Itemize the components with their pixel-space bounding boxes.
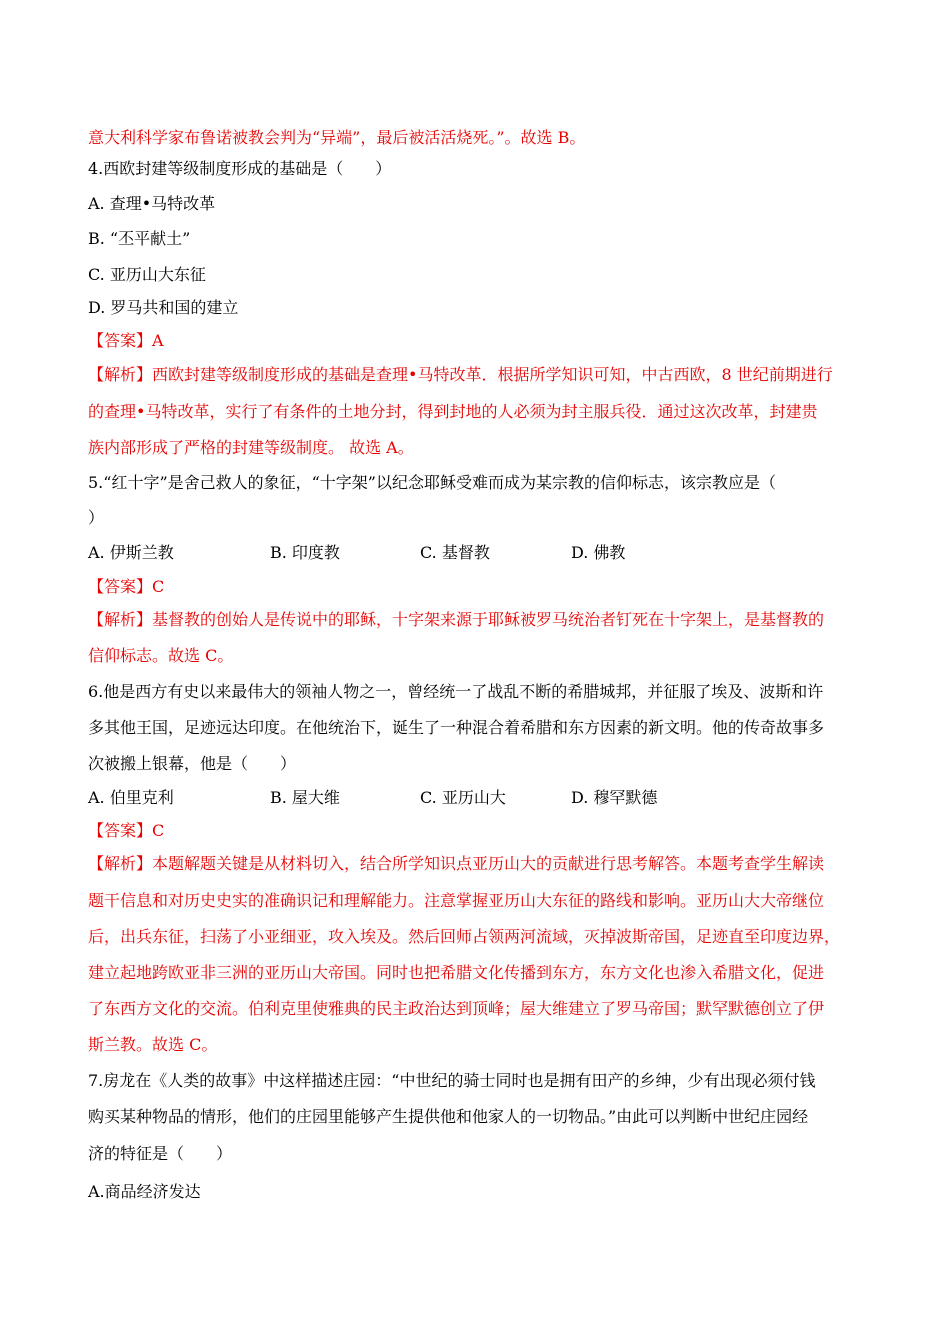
q6-stem-line: 6.他是西方有史以来最伟大的领袖人物之一，曾经统一了战乱不断的希腊城邦，并征服了埃及、波斯和许: [88, 682, 824, 701]
q6-analysis-line: 【解析】本题解题关键是从材料切入，结合所学知识点亚历山大的贡献进行思考解答。本题考查学生解读: [88, 854, 825, 873]
q5-option-b: B. 印度教: [270, 543, 340, 562]
q6-analysis-line: 建立起地跨欧亚非三洲的亚历山大帝国。同时也把希腊文化传播到东方，东方文化也渗入希腊文化，促进: [88, 963, 825, 982]
q6-analysis-line: 了东西方文化的交流。伯利克里使雅典的民主政治达到顶峰；屋大维建立了罗马帝国；默罕默德创立了伊: [88, 999, 825, 1018]
q5-option-d: D. 佛教: [571, 543, 626, 562]
q4-option-c: C. 亚历山大东征: [88, 265, 206, 284]
q4-option-a: A. 查理•马特改革: [88, 194, 216, 213]
q5-answer: 【答案】C: [88, 577, 165, 596]
q4-option-d: D. 罗马共和国的建立: [88, 298, 239, 317]
q7-stem-line: 购买某种物品的情形，他们的庄园里能够产生提供他和他家人的一切物品。”由此可以判断中世纪庄园经: [88, 1107, 809, 1126]
q5-analysis-line: 【解析】基督教的创始人是传说中的耶稣，十字架来源于耶稣被罗马统治者钉死在十字架上，是基督教的: [88, 610, 825, 629]
q4-analysis-line: 【解析】西欧封建等级制度形成的基础是查理•马特改革．根据所学知识可知，中古西欧，8 世纪前期进行: [88, 365, 833, 384]
q6-stem-line: 次被搬上银幕，他是（ ）: [88, 754, 297, 773]
q6-answer: 【答案】C: [88, 821, 165, 840]
q7-option-a: A.商品经济发达: [88, 1182, 201, 1201]
q6-option-d: D. 穆罕默德: [571, 788, 658, 807]
q5-stem-line: ）: [88, 508, 105, 527]
q5-option-a: A. 伊斯兰教: [88, 543, 174, 562]
q6-option-a: A. 伯里克利: [88, 788, 174, 807]
q5-stem-line: 5.“红十字”是舍己救人的象征，“十字架”以纪念耶稣受难而成为某宗教的信仰标志，该宗教应是（: [88, 473, 776, 492]
q7-stem-line: 济的特征是（ ）: [88, 1144, 233, 1163]
q3-analysis-tail: 意大利科学家布鲁诺被教会判为“异端”，最后被活活烧死。”。故选 B。: [88, 128, 586, 147]
q6-analysis-line: 斯兰教。故选 C。: [88, 1035, 218, 1054]
q4-answer: 【答案】A: [88, 331, 164, 350]
q6-analysis-line: 题干信息和对历史史实的准确识记和理解能力。注意掌握亚历山大东征的路线和影响。亚历山大大帝继位: [88, 891, 825, 910]
q5-option-c: C. 基督教: [420, 543, 490, 562]
q4-analysis-line: 族内部形成了严格的封建等级制度。 故选 A。: [88, 438, 414, 457]
q6-analysis-line: 后，出兵东征，扫荡了小亚细亚，攻入埃及。然后回师占领两河流域，灭掉波斯帝国，足迹直至印度边界，: [88, 927, 841, 946]
q4-stem: 4.西欧封建等级制度形成的基础是（ ）: [88, 159, 392, 178]
q6-option-b: B. 屋大维: [270, 788, 340, 807]
q5-analysis-line: 信仰标志。故选 C。: [88, 646, 234, 665]
q4-option-b: B. “丕平献土”: [88, 229, 191, 248]
q7-stem-line: 7.房龙在《人类的故事》中这样描述庄园：“中世纪的骑士同时也是拥有田产的乡绅，少有出现必须付钱: [88, 1071, 816, 1090]
q6-stem-line: 多其他王国，足迹远达印度。在他统治下，诞生了一种混合着希腊和东方因素的新文明。他的传奇故事多: [88, 718, 825, 737]
q4-analysis-line: 的查理•马特改革，实行了有条件的土地分封，得到封地的人必须为封主服兵役．通过这次改革，封建贵: [88, 402, 818, 421]
q6-option-c: C. 亚历山大: [420, 788, 506, 807]
